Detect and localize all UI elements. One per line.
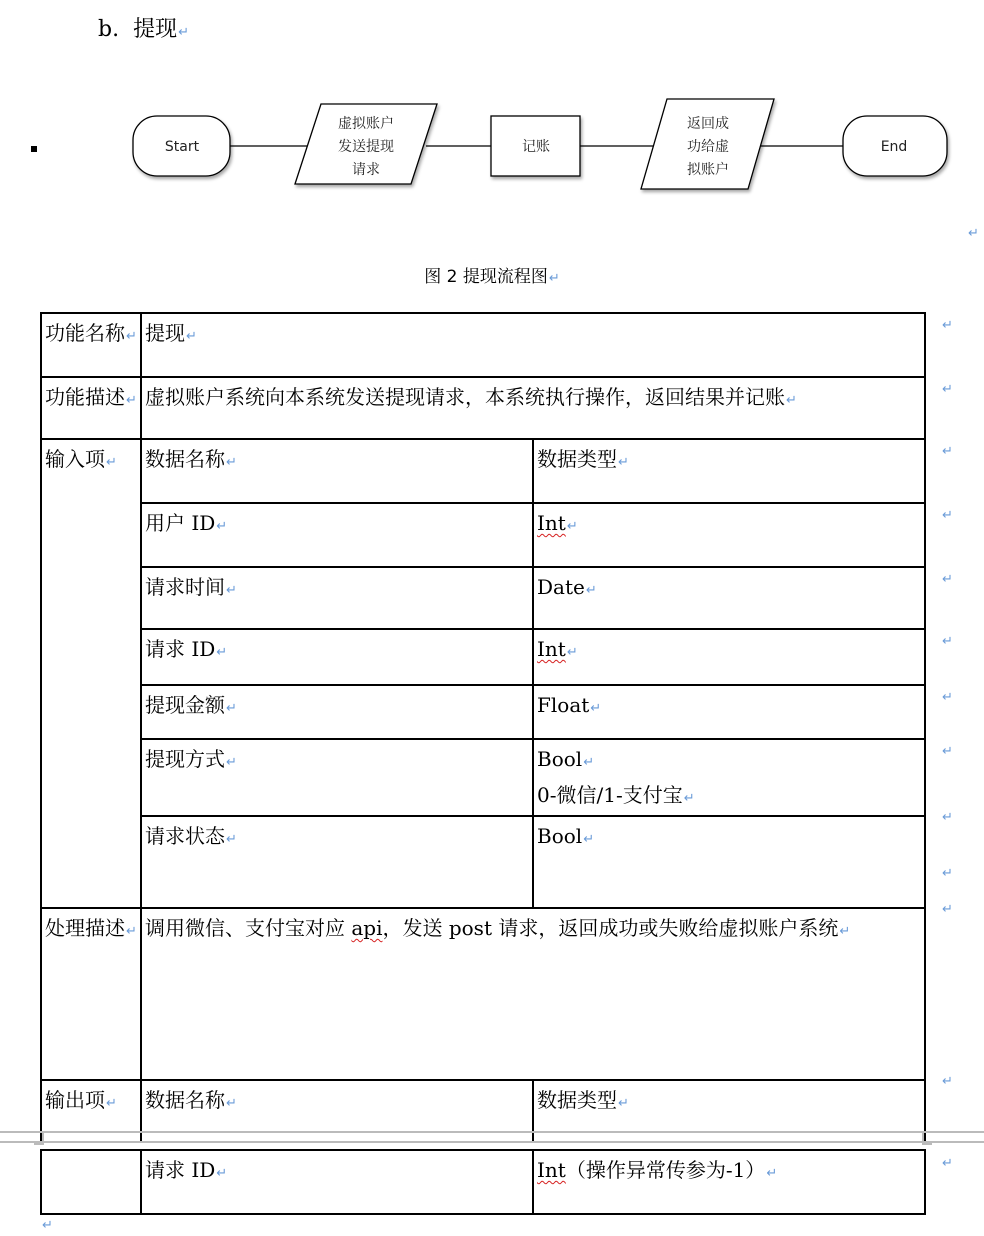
table-row [41, 503, 925, 567]
table-row [41, 439, 925, 503]
input-name-cell: 请求时间↵ [141, 567, 533, 629]
input-name-cell: 提现金额↵ [141, 685, 533, 739]
input-label: 输入项↵ [41, 439, 141, 908]
input-header-type: 数据类型↵ [533, 439, 925, 503]
input-name-cell: 提现方式↵ [141, 739, 533, 816]
spec-table-continued [40, 1149, 926, 1215]
row-end-mark-icon: ↵ [942, 318, 953, 333]
input-header-name: 数据名称↵ [141, 439, 533, 503]
flow-node-label: Start [164, 139, 200, 155]
flow-node-label: 记账 [522, 139, 550, 155]
table-row [41, 629, 925, 685]
section-heading [98, 12, 189, 43]
input-name-cell: 请求状态↵ [141, 816, 533, 908]
flow-node-label: 拟账户 [687, 162, 729, 178]
flow-node-label: 请求 [352, 162, 380, 178]
figure-caption [0, 262, 984, 287]
row-end-mark-icon: ↵ [942, 810, 953, 825]
function-name-value: 提现↵ [141, 313, 925, 377]
table-row [41, 908, 925, 1080]
input-type-cell: Int↵ [533, 503, 925, 567]
flow-node-label: 虚拟账户 [338, 116, 394, 132]
table-row [41, 313, 925, 377]
flow-node-label: 功给虚 [687, 139, 729, 155]
flow-node-label: End [880, 139, 908, 155]
function-desc-value: 虚拟账户系统向本系统发送提现请求，本系统执行操作，返回结果并记账↵ [141, 377, 925, 439]
row-end-mark-icon: ↵ [942, 382, 953, 397]
input-name-cell: 用户 ID↵ [141, 503, 533, 567]
row-end-mark-icon: ↵ [942, 1156, 953, 1171]
flowchart [0, 90, 984, 200]
output-type-cell: Int（操作异常传参为-1）↵ [533, 1150, 925, 1214]
page-break [0, 1130, 984, 1144]
table-row [41, 685, 925, 739]
output-label-continued [41, 1150, 141, 1214]
caption-number: 2 [446, 267, 458, 287]
row-end-mark-icon: ↵ [942, 572, 953, 587]
input-type-cell: Bool↵ [533, 816, 925, 908]
row-end-mark-icon: ↵ [942, 444, 953, 459]
row-end-mark-icon: ↵ [942, 744, 953, 759]
input-name-cell: 请求 ID↵ [141, 629, 533, 685]
paragraph-mark-icon: ↵ [178, 25, 189, 40]
output-header-name: 数据名称↵ [141, 1080, 533, 1142]
flow-node-label: 发送提现 [338, 139, 394, 155]
table-row [41, 1150, 925, 1214]
input-type-cell: Int↵ [533, 629, 925, 685]
table-row [41, 567, 925, 629]
caption-prefix: 图 [424, 267, 442, 287]
function-name-label: 功能名称↵ [41, 313, 141, 377]
spec-table [40, 312, 926, 1143]
heading-label: b. [98, 17, 120, 42]
input-type-cell: Date↵ [533, 567, 925, 629]
output-header-type: 数据类型↵ [533, 1080, 925, 1142]
table-row [41, 816, 925, 908]
input-type-cell: Bool↵ 0-微信/1-支付宝↵ [533, 739, 925, 816]
process-value: 调用微信、支付宝对应 api，发送 post 请求，返回成功或失败给虚拟账户系统↵ [141, 908, 925, 1080]
row-end-mark-icon: ↵ [942, 866, 953, 881]
paragraph-mark-icon: ↵ [548, 271, 560, 286]
row-end-mark-icon: ↵ [942, 1074, 953, 1089]
caption-text: 提现流程图 [462, 267, 548, 287]
flow-node-label: 返回成 [687, 116, 729, 132]
output-name-cell: 请求 ID↵ [141, 1150, 533, 1214]
table-row [41, 377, 925, 439]
row-end-mark-icon: ↵ [942, 902, 953, 917]
paragraph-mark-icon: ↵ [968, 226, 979, 241]
process-label: 处理描述↵ [41, 908, 141, 1080]
heading-text: 提现 [133, 17, 178, 42]
output-label: 输出项↵ [41, 1080, 141, 1142]
paragraph-mark-icon: ↵ [42, 1218, 53, 1233]
row-end-mark-icon: ↵ [942, 634, 953, 649]
table-row [41, 739, 925, 816]
row-end-mark-icon: ↵ [942, 690, 953, 705]
input-type-cell: Float↵ [533, 685, 925, 739]
row-end-mark-icon: ↵ [942, 508, 953, 523]
function-desc-label: 功能描述↵ [41, 377, 141, 439]
